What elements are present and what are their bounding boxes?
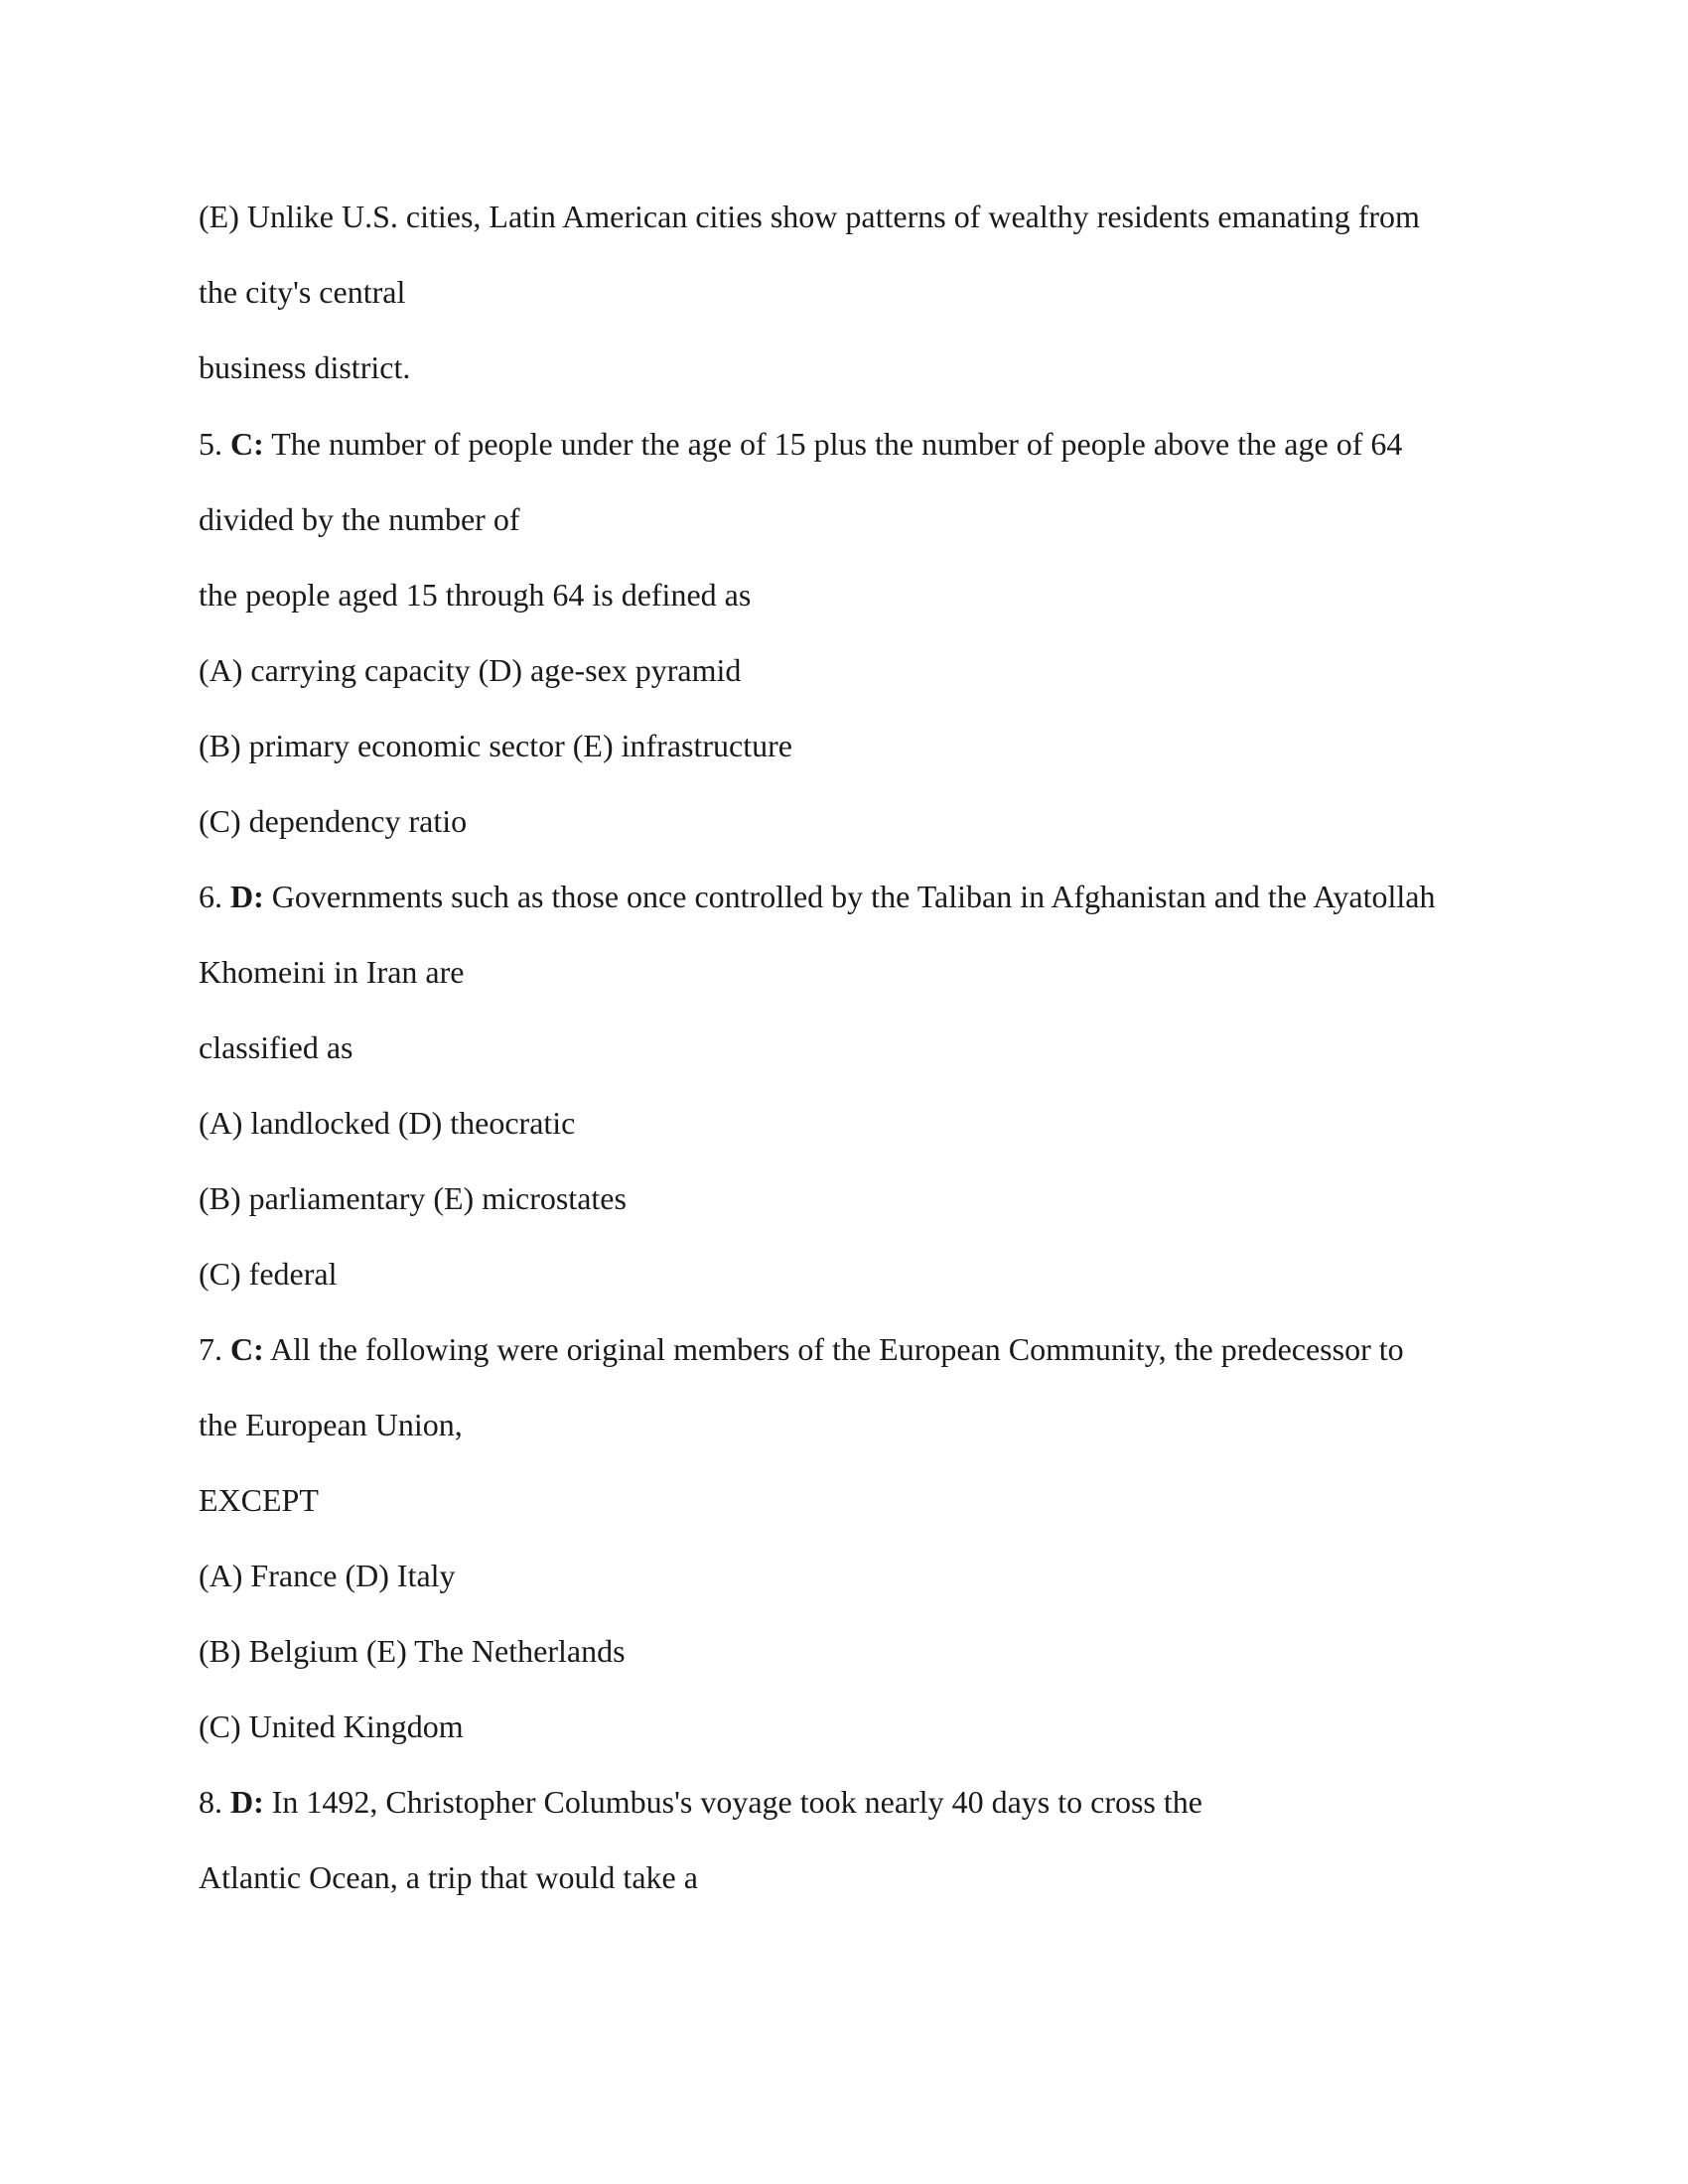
text-line: (E) Unlike U.S. cities, Latin American cities show patterns of wealthy residents emanating from — [199, 199, 1420, 234]
question-number: 8. — [199, 1784, 222, 1820]
answer-option-line: (B) primary economic sector (E) infrastructure — [199, 728, 792, 763]
question-text: The number of people under the age of 15 plus the number of people above the age of 64 — [271, 426, 1403, 462]
question-8-line — [199, 1782, 1509, 1822]
question-number: 7. — [199, 1331, 222, 1367]
text-line: the city's central — [199, 274, 406, 310]
answer-key: C: — [230, 1331, 264, 1367]
answer-option-line: (A) France (D) Italy — [199, 1558, 456, 1593]
question-number: 6. — [199, 879, 222, 914]
text-line: the European Union, — [199, 1407, 463, 1442]
question-text: In 1492, Christopher Columbus's voyage took nearly 40 days to cross the — [271, 1784, 1202, 1820]
text-line: business district. — [199, 349, 411, 385]
answer-option-line: (B) Belgium (E) The Netherlands — [199, 1633, 626, 1669]
question-7-line — [199, 1329, 1509, 1369]
answer-key: D: — [230, 1784, 264, 1820]
text-line: Khomeini in Iran are — [199, 954, 465, 990]
answer-option-line: (C) federal — [199, 1256, 338, 1292]
answer-option-line: (A) carrying capacity (D) age-sex pyramid — [199, 652, 742, 688]
text-line: Atlantic Ocean, a trip that would take a — [199, 1859, 698, 1895]
answer-key: D: — [230, 879, 264, 914]
question-6-line — [199, 877, 1509, 916]
answer-option-line: (B) parliamentary (E) microstates — [199, 1180, 627, 1216]
text-line: classified as — [199, 1029, 353, 1065]
answer-option-line: (A) landlocked (D) theocratic — [199, 1105, 576, 1141]
text-line: divided by the number of — [199, 501, 520, 537]
question-number: 5. — [199, 426, 222, 462]
question-text: All the following were original members of the European Community, the predecessor to — [270, 1331, 1404, 1367]
question-5-line — [199, 424, 1509, 464]
answer-key: C: — [230, 426, 264, 462]
answer-option-line: (C) United Kingdom — [199, 1708, 464, 1744]
text-line: the people aged 15 through 64 is defined as — [199, 577, 752, 613]
text-line: EXCEPT — [199, 1482, 319, 1518]
question-text: Governments such as those once controlled by the Taliban in Afghanistan and the Ayatollah — [271, 879, 1436, 914]
answer-option-line: (C) dependency ratio — [199, 803, 468, 839]
